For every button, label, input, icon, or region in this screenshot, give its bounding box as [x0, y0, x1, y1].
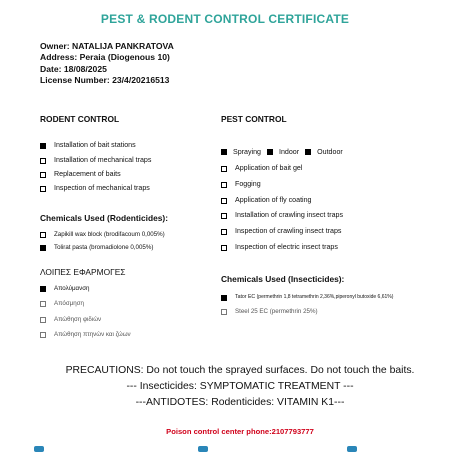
outdoor-label: Outdoor	[317, 148, 343, 156]
checkbox[interactable]	[40, 286, 46, 292]
insecticide-item[interactable]	[221, 293, 393, 302]
spraying-option[interactable]	[221, 148, 261, 157]
owner-line: Owner: NATALIJA PANKRATOVA	[40, 41, 174, 51]
pest-item[interactable]	[221, 243, 338, 252]
rodent-item-label: Installation of bait stations	[54, 141, 136, 149]
other-application-label: Απολύμανση	[54, 285, 90, 292]
address-line: Address: Peraia (Diogenous 10)	[40, 52, 170, 63]
pest-item-label: Installation of crawling insect traps	[235, 211, 344, 219]
checkbox[interactable]	[221, 229, 227, 235]
checkbox[interactable]	[40, 332, 46, 338]
rodent-item-label: Replacement of baits	[54, 170, 121, 178]
date-line: Date: 18/08/2025	[40, 63, 107, 74]
other-application-item[interactable]	[40, 299, 84, 308]
checkbox[interactable]	[267, 149, 273, 155]
insecticide-detail: (permethrin 1,8 tetramethrin 2,36%,piperonyl butoxide 6,61%)	[256, 294, 394, 300]
rodenticide-item[interactable]	[40, 230, 165, 239]
insecticide-label: Steel 25 EC (permethrin 25%)	[235, 308, 318, 315]
other-application-label: Απώθηση πτηνών και ζώων	[54, 331, 131, 338]
checkbox[interactable]	[40, 232, 46, 238]
poison-control-phone: Poison control center phone:2107793777	[166, 427, 314, 436]
checkbox[interactable]	[221, 166, 227, 172]
rodent-item-label: Installation of mechanical traps	[54, 156, 152, 164]
rodent-item-label: Inspection of mechanical traps	[54, 184, 150, 192]
checkbox[interactable]	[40, 172, 46, 178]
contact-icon[interactable]	[34, 446, 44, 452]
pest-item[interactable]	[221, 211, 343, 220]
contact-icon[interactable]	[198, 446, 208, 452]
pest-item-label: Fogging	[235, 180, 261, 188]
checkbox[interactable]	[221, 149, 227, 155]
insecticides-heading: Chemicals Used (Insecticides):	[221, 274, 345, 284]
pest-item-label: Inspection of crawling insect traps	[235, 227, 342, 235]
precautions-line: ---ANTIDOTES: Rodenticides: VITAMIN K1---	[135, 397, 345, 408]
checkbox[interactable]	[40, 301, 46, 307]
other-applications-heading: ΛΟΙΠΕΣ ΕΦΑΡΜΟΓΕΣ	[40, 267, 126, 277]
checkbox[interactable]	[221, 213, 227, 219]
rodenticides-heading: Chemicals Used (Rodenticides):	[40, 213, 168, 223]
rodent-item[interactable]	[40, 156, 151, 165]
certificate-title: PEST & RODENT CONTROL CERTIFICATE	[100, 12, 350, 26]
rodent-item[interactable]	[40, 184, 150, 193]
pest-item-label: Application of fly coating	[235, 196, 312, 204]
checkbox[interactable]	[221, 309, 227, 315]
other-application-label: Απώθηση φιδιών	[54, 316, 102, 323]
checkbox[interactable]	[221, 245, 227, 251]
checkbox[interactable]	[40, 245, 46, 251]
checkbox[interactable]	[40, 158, 46, 164]
rodenticide-item[interactable]	[40, 243, 153, 252]
pest-item-label: Inspection of electric insect traps	[235, 243, 338, 251]
checkbox[interactable]	[40, 186, 46, 192]
insecticide-name: Tator EC	[235, 294, 256, 300]
spraying-row	[221, 148, 343, 157]
license-line: License Number: 23/4/20216513	[40, 74, 170, 85]
other-application-item[interactable]	[40, 330, 131, 339]
checkbox[interactable]	[221, 198, 227, 204]
spraying-label: Spraying	[233, 148, 261, 156]
pest-control-heading: PEST CONTROL	[221, 114, 287, 124]
precautions-line: PRECAUTIONS: Do not touch the sprayed surfaces. Do not touch the baits.	[65, 365, 415, 376]
pest-item[interactable]	[221, 227, 341, 236]
outdoor-option[interactable]	[305, 148, 343, 157]
pest-item-label: Application of bait gel	[235, 164, 303, 172]
other-application-label: Απόσμηση	[54, 300, 84, 307]
checkbox[interactable]	[40, 143, 46, 149]
pest-item[interactable]	[221, 164, 302, 173]
checkbox[interactable]	[40, 317, 46, 323]
rodent-item[interactable]	[40, 170, 121, 179]
rodenticide-label: Tolirat pasta (bromadiolone 0,005%)	[54, 244, 154, 251]
indoor-label: Indoor	[279, 148, 300, 156]
precautions-line: --- Insecticides: SYMPTOMATIC TREATMENT ---	[126, 381, 354, 392]
pest-item[interactable]	[221, 196, 312, 205]
checkbox[interactable]	[221, 295, 227, 301]
owner-details	[40, 41, 174, 86]
indoor-option[interactable]	[267, 148, 299, 157]
other-application-item[interactable]	[40, 284, 89, 293]
rodent-item[interactable]	[40, 141, 136, 150]
checkbox[interactable]	[221, 182, 227, 188]
rodent-control-heading: RODENT CONTROL	[40, 114, 120, 124]
contact-icon[interactable]	[347, 446, 357, 452]
insecticide-item[interactable]	[221, 307, 318, 316]
rodenticide-label: Zapikill wax block (brodifacoum 0,005%)	[54, 231, 165, 238]
other-application-item[interactable]	[40, 315, 101, 324]
pest-item[interactable]	[221, 180, 261, 189]
checkbox[interactable]	[305, 149, 311, 155]
